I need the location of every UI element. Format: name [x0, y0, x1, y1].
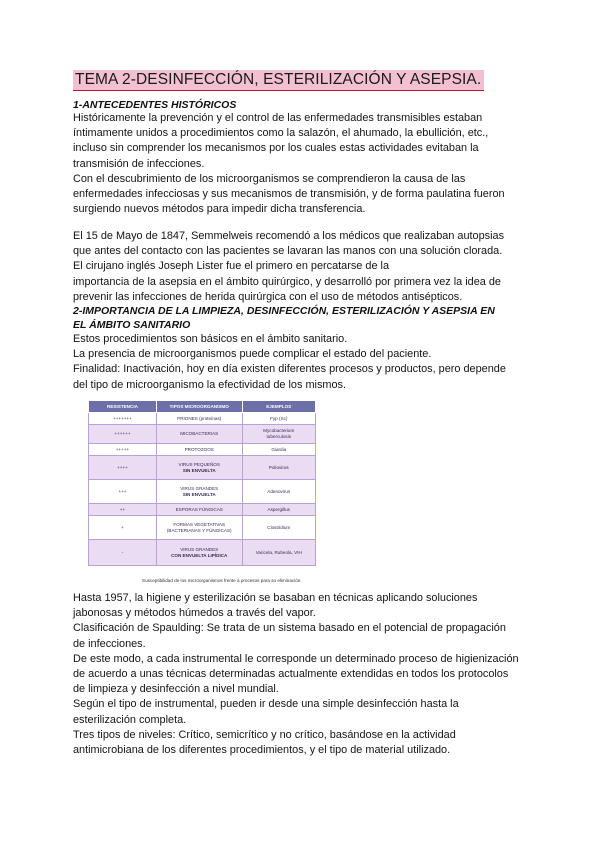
page-title: TEMA 2-DESINFECCIÓN, ESTERILIZACIÓN Y ASEPSIA. — [73, 70, 484, 91]
table-row — [89, 444, 316, 456]
table-caption: Susceptibilidad de los microorganismos frente a procesos para su eliminación. — [142, 578, 302, 583]
cell-line: Mycobacterium — [263, 428, 295, 433]
cell-resistencia: + — [89, 516, 157, 540]
text-line: antimicrobiana de los diferentes procedimientos, y el tipo de material utilizado. — [73, 744, 451, 757]
paragraph-descubrimiento — [73, 172, 533, 218]
microorganism-resistance-table — [88, 400, 316, 566]
cell-line: FORMAS VEGETATIVAS — [173, 521, 226, 527]
text-line: de infecciones. — [73, 637, 146, 650]
text-line: de acuerdo a unas técnicas determinadas actualmente extendidas en todos los protocolos — [73, 668, 509, 681]
heading-line: 2-IMPORTANCIA DE LA LIMPIEZA, DESINFECCIÓN, ESTERILIZACIÓN Y ASEPSIA EN — [73, 305, 495, 317]
column-header: TIPOS MICROORGANISMO — [156, 401, 242, 413]
text-line: Finalidad: Inactivación, hoy en día existen diferentes procesos y productos, pero depende — [73, 363, 506, 376]
text-line: Tres tipos de niveles: Crítico, semicrítico y no crítico, basándose en la actividad — [73, 728, 456, 741]
cell-resistencia: ++++++ — [89, 425, 157, 444]
cell-resistencia: +++++++ — [89, 413, 157, 425]
cell-ejemplo: Giardia — [242, 444, 315, 456]
text-line: jabonosas y métodos húmedos a través del vapor. — [73, 607, 316, 620]
text-line: Históricamente la prevención y el control de las enfermedades transmisibles estaban — [73, 112, 483, 124]
cell-resistencia: +++++ — [89, 444, 157, 456]
text-line: de limpieza y desinfección a nivel mundial. — [73, 683, 279, 696]
cell-resistencia: - — [89, 540, 157, 566]
text-line: íntimamente unidos a procedimientos como la salazón, el ahumado, la ebullición, etc., — [73, 127, 489, 140]
table-header-row — [89, 401, 316, 413]
table-row — [89, 413, 316, 425]
cell-ejemplo: Clostridium — [242, 516, 315, 540]
text-line: La presencia de microorganismos puede complicar el estado del paciente. — [73, 348, 432, 361]
section-heading-importancia — [73, 304, 495, 332]
cell-line: CON ENVUELTA LIPÍDICA — [171, 552, 228, 558]
text-line: incluso sin comprender los mecanismos por los cuales estas actividades evitaban la — [73, 142, 479, 155]
text-line: Hasta 1957, la higiene y esterilización se basaban en técnicas aplicando soluciones — [73, 592, 478, 604]
cell-tipo: ESPORAS FÚNGICAS — [156, 504, 242, 516]
table-row — [89, 425, 316, 444]
cell-ejemplo: Poliovirus — [242, 456, 315, 480]
cell-ejemplo: Aspergillus — [242, 504, 315, 516]
column-header: EJEMPLOS — [242, 401, 315, 413]
cell-line: VIRUS PEQUEÑOS — [178, 461, 220, 467]
cell-tipo: MICOBACTERIAS — [156, 425, 242, 444]
text-line: del tipo de microorganismo la efectividad de los mismos. — [73, 378, 346, 391]
cell-line: SIN ENVUELTA — [182, 491, 216, 497]
cell-tipo: PRIONES (proteínas) — [156, 413, 242, 425]
text-line: prevenir las infecciones de herida quirúrgica con el uso de métodos antisépticos. — [73, 290, 463, 303]
table-row — [89, 540, 316, 566]
text-line: Según el tipo de instrumental, pueden ir desde una simple desinfección hasta la — [73, 698, 459, 711]
cell-ejemplo: Varicela, Rubeola, VIH — [242, 540, 315, 566]
table-row — [89, 480, 316, 504]
cell-ejemplo: Adenovirus — [242, 480, 315, 504]
paragraph-spaulding — [73, 591, 533, 758]
cell-line: tuberculosis — [266, 434, 292, 439]
table-row — [89, 504, 316, 516]
text-line: Con el descubrimiento de los microorganismos se comprendieron la causa de las — [73, 173, 466, 185]
cell-tipo — [156, 456, 242, 480]
cell-resistencia: +++ — [89, 480, 157, 504]
text-line: que antes del contacto con las pacientes se lavaran las manos con una solución clorada. — [73, 245, 503, 258]
text-line: Estos procedimientos son básicos en el ámbito sanitario. — [73, 333, 348, 345]
cell-tipo — [156, 516, 242, 540]
cell-line: SIN ENVUELTA — [182, 467, 216, 473]
text-line: surgiendo nuevos métodos para impedir dicha transferencia. — [73, 203, 366, 216]
text-line: transmisión de infecciones. — [73, 157, 205, 170]
cell-resistencia: ++++ — [89, 456, 157, 480]
text-line: esterilización completa. — [73, 713, 187, 726]
cell-tipo — [156, 480, 242, 504]
column-header: RESISTENCIA — [89, 401, 157, 413]
cell-tipo: PROTOZOOS — [156, 444, 242, 456]
table-row — [89, 516, 316, 540]
cell-line: VIRUS GRANDES — [180, 546, 219, 552]
text-line: El cirujano inglés Joseph Lister fue el primero en percatarse de la — [73, 260, 389, 273]
text-line: importancia de la asepsia en el ámbito quirúrgico, y desarrolló por primera vez la idea de — [73, 275, 501, 288]
section-heading-antecedentes: 1-ANTECEDENTES HISTÓRICOS — [73, 99, 237, 111]
paragraph-semmelweis-lister — [73, 229, 533, 305]
cell-tipo — [156, 540, 242, 566]
text-line: De este modo, a cada instrumental le corresponde un determinado proceso de higienización — [73, 652, 519, 665]
heading-line: EL ÁMBITO SANITARIO — [73, 319, 191, 331]
text-line: enfermedades infecciosas y sus mecanismos de transmisión, y de forma paulatina fueron — [73, 188, 505, 201]
cell-ejemplo — [242, 425, 315, 444]
cell-line: (BACTERIANAS Y FÚNGICAS) — [166, 527, 232, 533]
text-line: El 15 de Mayo de 1847, Semmelweis recomendó a los médicos que realizaban autopsias — [73, 230, 505, 242]
paragraph-historia — [73, 111, 533, 172]
table-row — [89, 456, 316, 480]
text-line: Clasificación de Spaulding: Se trata de un sistema basado en el potencial de propagación — [73, 622, 506, 635]
cell-resistencia: ++ — [89, 504, 157, 516]
cell-line: VIRUS GRANDES — [180, 485, 219, 491]
paragraph-procedimientos — [73, 332, 533, 393]
cell-ejemplo: Fyp (Sc) — [242, 413, 315, 425]
